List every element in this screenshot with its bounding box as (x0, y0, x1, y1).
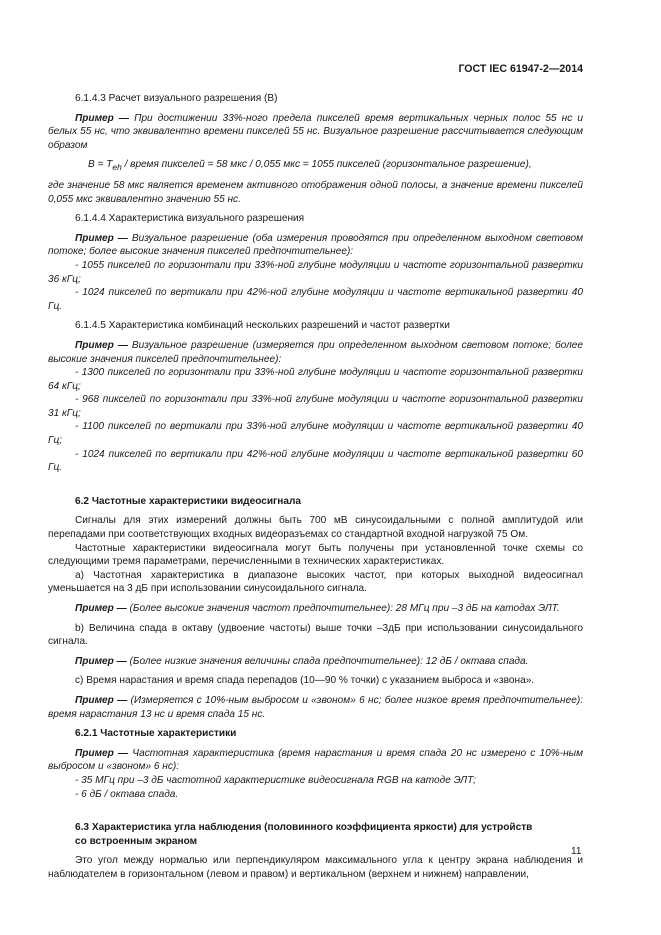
example-6-2-1: Пример — Частотная характеристика (время нарастания и время спада 20 нс измерено с 10%-ным выбросом и «звоном» 6 нс): (48, 747, 583, 773)
example-c: Пример — (Измеряется с 10%-ным выбросом и «звоном» 6 нс; более низкое время предпочтительнее): время нарастания 13 нс и время спада 15 нс. (48, 694, 583, 720)
list-item: - 1300 пикселей по горизонтали при 33%-ной глубине модуляции и частоте горизонтальной развертки 64 кГц; (48, 367, 583, 392)
page-content (48, 92, 583, 882)
list-item: - 1055 пикселей по горизонтали при 33%-ной глубине модуляции и частоте горизонтальной развертки 36 кГц; (48, 259, 583, 285)
section-title-6-2: 6.2 Частотные характеристики видеосигнала (75, 495, 301, 507)
list-item: - 6 дБ / октава спада. (75, 788, 179, 800)
example-6-1-4-3: Пример — При достижении 33%-ного предела пикселей время вертикальных черных полос 55 нс и белых 55 нс, что эквивалентно времени пикселей 55 нс. Визуальное разрешение рассчитывается следующим образом (48, 112, 583, 151)
list-item-a: a) Частотная характеристика в диапазоне высоких частот, при которых выходной видеосигнал уменьшается на 3 дБ при использовании синусоидального сигнала. (48, 569, 583, 595)
example-6-1-4-5: Пример — Визуальное разрешение (измеряется при определенном выходном световом потоке; более высокие значения пикселей предпочтительнее): (48, 339, 583, 365)
example-label: Пример — (75, 112, 130, 124)
formula-explanation: где значение 58 мкс является временем активного отображения одной полосы, а значение времени пикселей 0,055 мкс эквивалентно значению 55 нс. (48, 179, 583, 205)
list-item: - 1100 пикселей по вертикали при 33%-ной глубине модуляции и частоте вертикальной развертки 40 Гц; (48, 421, 583, 447)
section-title-6-3: 6.3 Характеристика угла наблюдения (половинного коэффициента яркости) для устройств (75, 822, 533, 834)
list-item-b: b) Величина спада в октаву (удвоение частоты) выше точки –3дБ при использовании синусоидального сигнала. (48, 622, 583, 648)
example-6-1-4-4: Пример — Визуальное разрешение (оба измерения проводятся при определенном выходном световом потоке; более высокие значения пикселей предпочтительнее): (48, 232, 583, 258)
example-label: Пример — (75, 655, 127, 667)
heading-6-1-4-4: 6.1.4.4 Характеристика визуального разрешения (75, 213, 305, 225)
example-label: Пример — (75, 694, 128, 706)
standard-code: ГОСТ IEC 61947-2—2014 (458, 63, 583, 75)
page-number: 11 (571, 846, 582, 857)
list-item: - 35 МГц при –3 дБ частотной характеристике видеосигнала RGB на катоде ЭЛТ; (75, 774, 476, 786)
example-b: Пример — (Более низкие значения величины спада предпочтительнее): 12 дБ / октава спада. (75, 655, 529, 667)
example-a: Пример — (Более высокие значения частот предпочтительнее): 28 МГц при –3 дБ на катодах ЭЛТ. (75, 603, 560, 615)
paragraph: Сигналы для этих измерений должны быть 700 мВ синусоидальными с полной амплитудой или перепадами при соответствующих входных видеоразъемах со стандартной входной нагрузкой 75 Ом. (48, 515, 583, 541)
paragraph: Частотные характеристики видеосигнала могут быть получены при установленной точке схемы со следующими тремя параметрами, перечисленными в технических характеристиках. (48, 542, 583, 568)
formula-visual-resolution: $B = T_{eh}$ / время пикселей = 58 мкс / 0,055 мкс = 1055 пикселей (горизонтальное разрешение), (88, 159, 532, 173)
example-label: Пример — (75, 232, 128, 244)
heading-6-1-4-3: 6.1.4.3 Расчет визуального разрешения (B) (75, 93, 278, 104)
example-label: Пример — (75, 603, 127, 615)
section-title-6-2-1: 6.2.1 Частотные характеристики (75, 728, 237, 740)
section-title-6-3-cont: со встроенным экраном (75, 835, 198, 847)
list-item: - 968 пикселей по горизонтали при 33%-ной глубине модуляции и частоте горизонтальной развертки 31 кГц; (48, 394, 583, 419)
list-item-c: c) Время нарастания и время спада перепадов (10—90 % точки) с указанием выброса и «звона». (75, 675, 535, 687)
heading-6-1-4-5: 6.1.4.5 Характеристика комбинаций нескольких разрешений и частот развертки (75, 320, 450, 332)
example-label: Пример — (75, 339, 128, 351)
list-item: - 1024 пикселей по вертикали при 42%-ной глубине модуляции и частоте вертикальной развертки 60 Гц. (48, 448, 583, 474)
example-label: Пример — (75, 747, 129, 759)
list-item: - 1024 пикселей по вертикали при 42%-ной глубине модуляции и частоте вертикальной развертки 40 Гц. (48, 287, 583, 312)
paragraph: Это угол между нормалью или перпендикуляром максимального угла к центру экрана наблюдения и наблюдателем в горизонтальном (левом и правом) и вертикальном (верхнем и нижнем) направлении, (48, 855, 583, 880)
